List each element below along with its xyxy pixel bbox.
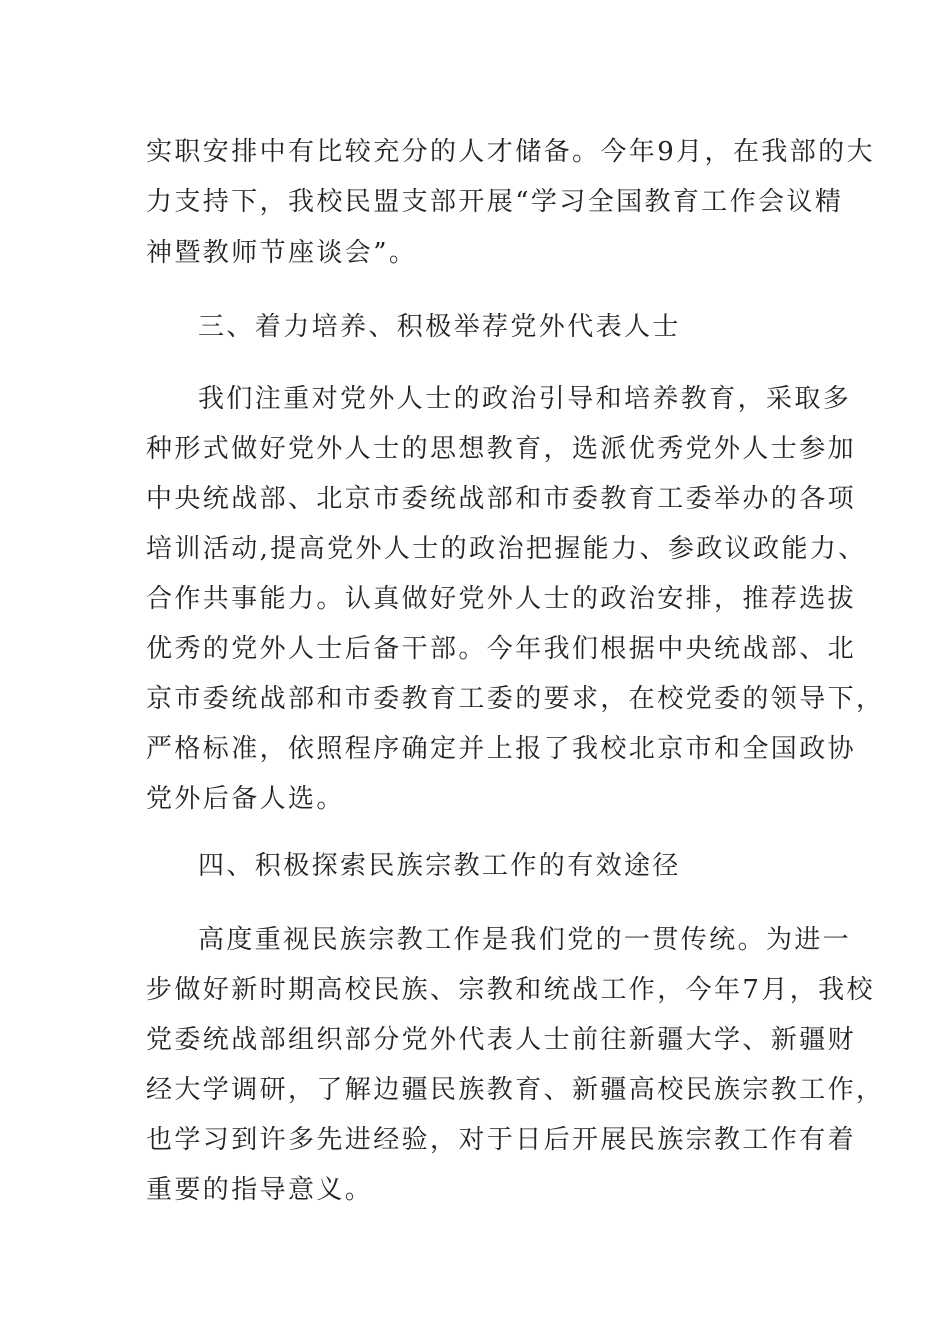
paragraph-line: 我们注重对党外人士的政治引导和培养教育，采取多	[198, 384, 852, 414]
paragraph-line: 步做好新时期高校民族、宗教和统战工作，今年7月，我校	[146, 975, 875, 1005]
paragraph-line: 神暨教师节座谈会”。	[146, 238, 418, 268]
section-heading: 三、着力培养、积极举荐党外代表人士	[198, 312, 681, 342]
paragraph-line: 也学习到许多先进经验，对于日后开展民族宗教工作有着	[146, 1125, 857, 1155]
paragraph-line: 培训活动,提高党外人士的政治把握能力、参政议政能力、	[146, 534, 867, 564]
paragraph-line: 实职安排中有比较充分的人才储备。今年9月，在我部的大	[146, 137, 875, 167]
paragraph-line: 优秀的党外人士后备干部。今年我们根据中央统战部、北	[146, 634, 857, 664]
paragraph-line: 中央统战部、北京市委统战部和市委教育工委举办的各项	[146, 484, 857, 514]
paragraph-line: 党委统战部组织部分党外代表人士前往新疆大学、新疆财	[146, 1025, 857, 1055]
paragraph-line: 经大学调研，了解边疆民族教育、新疆高校民族宗教工作，	[146, 1075, 885, 1105]
paragraph-line: 重要的指导意义。	[146, 1175, 374, 1205]
paragraph-line: 党外后备人选。	[146, 784, 345, 814]
paragraph-line: 京市委统战部和市委教育工委的要求，在校党委的领导下，	[146, 684, 885, 714]
paragraph-line: 力支持下，我校民盟支部开展“学习全国教育工作会议精	[146, 187, 844, 217]
section-heading: 四、积极探索民族宗教工作的有效途径	[198, 851, 681, 881]
paragraph-line: 合作共事能力。认真做好党外人士的政治安排，推荐选拔	[146, 584, 857, 614]
paragraph-line: 严格标准，依照程序确定并上报了我校北京市和全国政协	[146, 734, 857, 764]
paragraph-line: 高度重视民族宗教工作是我们党的一贯传统。为进一	[198, 925, 852, 955]
paragraph-line: 种形式做好党外人士的思想教育，选派优秀党外人士参加	[146, 434, 857, 464]
